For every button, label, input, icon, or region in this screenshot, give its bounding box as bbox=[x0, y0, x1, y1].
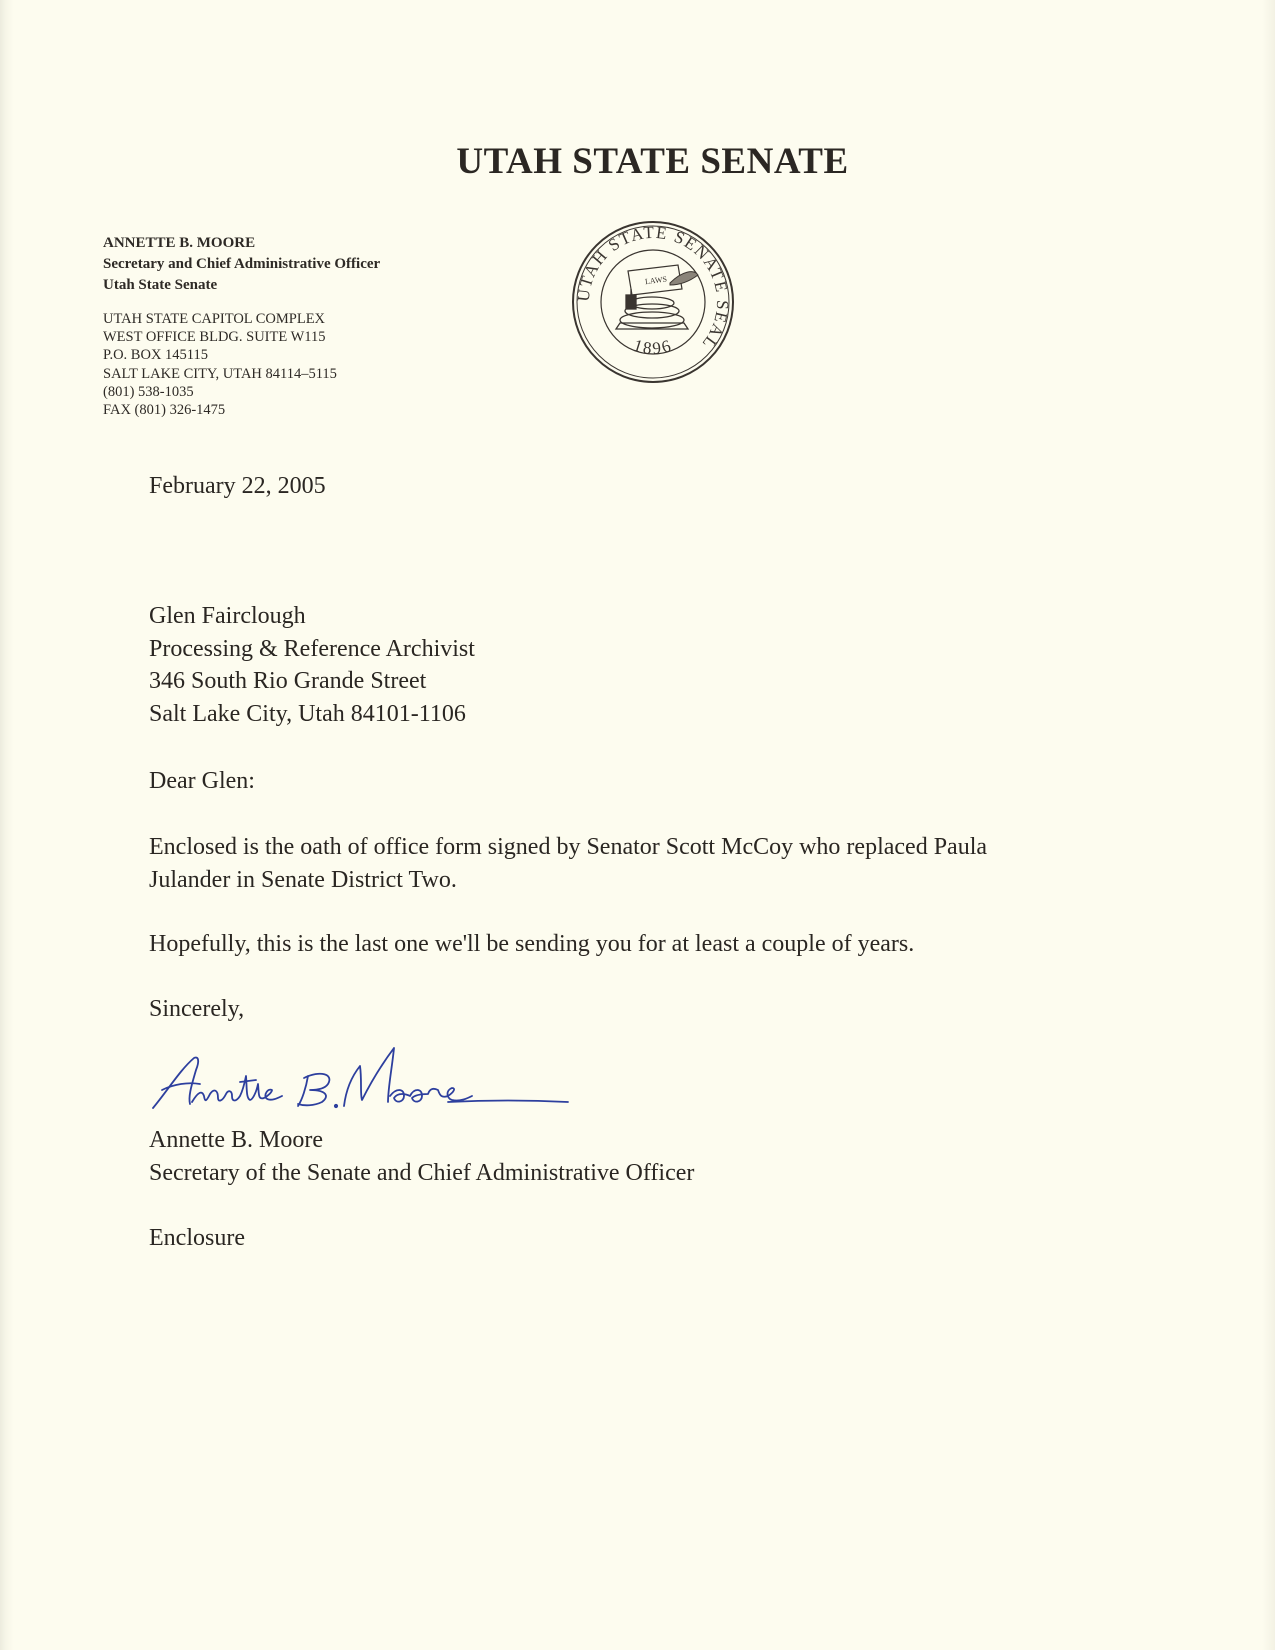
paragraph-1-line: Julander in Senate District Two. bbox=[149, 866, 457, 893]
letter-date: February 22, 2005 bbox=[149, 473, 326, 499]
seal-book-label: LAWS bbox=[644, 274, 668, 287]
seal-year: 1896 bbox=[631, 335, 675, 359]
recipient-city: Salt Lake City, Utah 84101-1106 bbox=[149, 700, 466, 727]
seal-ring-text: UTAH STATE SENATE SEAL bbox=[573, 222, 733, 354]
sender-block bbox=[103, 233, 380, 296]
paragraph-2: Hopefully, this is the last one we'll be sending you for at least a couple of years. bbox=[149, 931, 915, 957]
address-line: WEST OFFICE BLDG. SUITE W115 bbox=[103, 329, 326, 346]
signer-title: Secretary of the Senate and Chief Administrative Officer bbox=[149, 1159, 695, 1186]
recipient-title: Processing & Reference Archivist bbox=[149, 635, 475, 662]
sender-title: Secretary and Chief Administrative Officer bbox=[103, 256, 381, 272]
svg-text:1896 bbox=[631, 335, 675, 358]
enclosure-note: Enclosure bbox=[149, 1225, 245, 1251]
paragraph-1-line: Enclosed is the oath of office form signed by Senator Scott McCoy who replaced Paula bbox=[149, 834, 988, 860]
closing: Sincerely, bbox=[149, 996, 245, 1022]
handwritten-signature bbox=[148, 1040, 598, 1120]
letterhead-title: UTAH STATE SENATE bbox=[456, 141, 849, 182]
senate-seal-icon bbox=[570, 219, 736, 385]
recipient-street: 346 South Rio Grande Street bbox=[149, 668, 427, 694]
address-line: UTAH STATE CAPITOL COMPLEX bbox=[103, 311, 326, 327]
sender-name: ANNETTE B. MOORE bbox=[103, 235, 256, 251]
address-line: SALT LAKE CITY, UTAH 84114–5115 bbox=[103, 365, 337, 382]
recipient-name: Glen Fairclough bbox=[149, 603, 306, 629]
phone-number: (801) 538-1035 bbox=[103, 383, 194, 400]
seal-beehive-icon bbox=[616, 289, 688, 329]
sender-address bbox=[103, 310, 337, 419]
recipient-address bbox=[149, 600, 475, 730]
signer-block bbox=[149, 1124, 694, 1189]
signer-name: Annette B. Moore bbox=[149, 1127, 323, 1153]
address-line: P.O. BOX 145115 bbox=[103, 347, 209, 364]
sender-org: Utah State Senate bbox=[103, 277, 218, 293]
salutation: Dear Glen: bbox=[149, 768, 255, 794]
paragraph-1 bbox=[149, 831, 987, 896]
fax-number: FAX (801) 326-1475 bbox=[103, 402, 226, 419]
